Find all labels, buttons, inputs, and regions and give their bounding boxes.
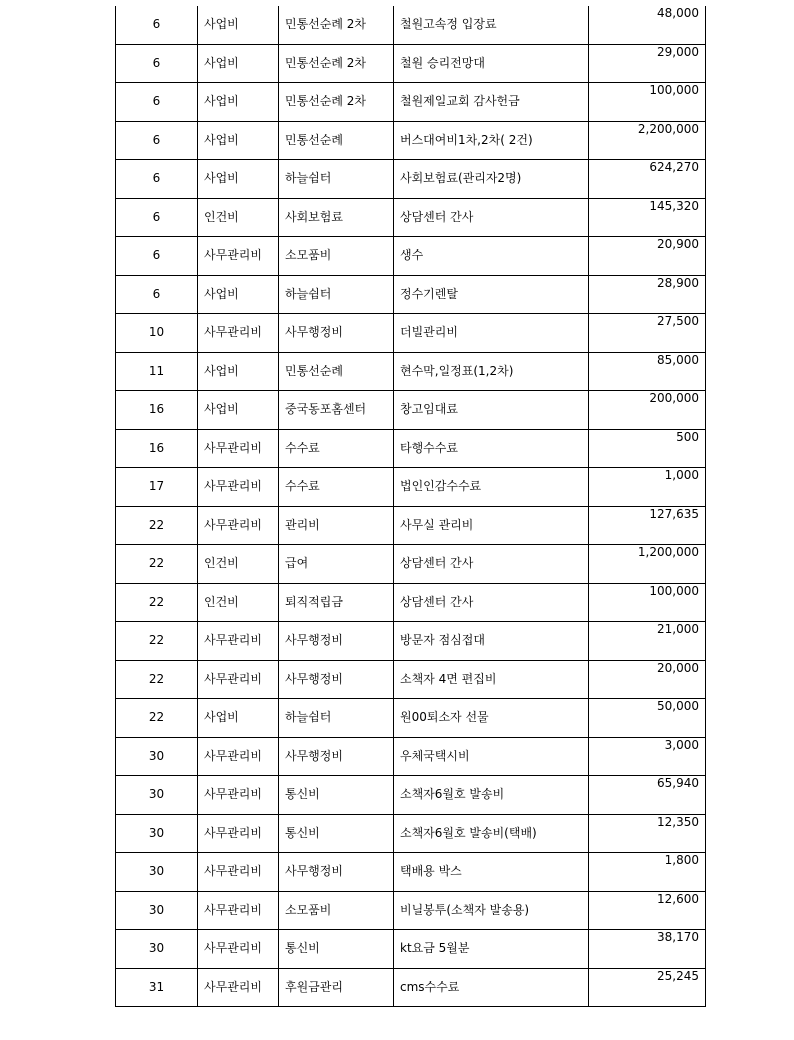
cell-description [394, 44, 589, 83]
cell-amount [589, 468, 706, 507]
cell-item [279, 891, 394, 930]
cell-day-text: 30 [148, 902, 165, 917]
cell-description-text: 버스대여비1차,2차( 2건) [400, 132, 533, 147]
cell-day-text: 22 [148, 556, 165, 570]
cell-description-text: 비닐봉투(소책자 발송용) [400, 902, 530, 917]
cell-category-text: 사업비 [204, 363, 239, 378]
cell-item [279, 506, 394, 545]
cell-day [116, 737, 198, 776]
cell-day-text: 16 [148, 402, 165, 416]
cell-item [279, 198, 394, 237]
cell-amount-text: 500 [676, 429, 699, 444]
cell-item-text: 사무행정비 [285, 671, 343, 686]
cell-day-text: 22 [148, 517, 165, 532]
cell-category-text: 사업비 [204, 132, 239, 147]
cell-category-text: 사무관리비 [204, 748, 262, 763]
cell-item-text: 민통선순례 2차 [285, 94, 367, 108]
expense-ledger-table [115, 6, 706, 1007]
cell-description [394, 622, 589, 661]
cell-category-text: 사무관리비 [204, 517, 262, 532]
table-row [116, 6, 706, 44]
cell-amount-text: 100,000 [649, 83, 699, 97]
cell-description [394, 776, 589, 815]
cell-description-text: 법인인감수수료 [400, 479, 482, 493]
cell-day-text: 17 [148, 479, 165, 493]
table-row [116, 429, 706, 468]
cell-item-text: 소모품비 [285, 902, 332, 917]
cell-item [279, 352, 394, 391]
cell-category [198, 44, 279, 83]
cell-description-text: 상담센터 간사 [400, 556, 474, 570]
cell-description-text: 더빌관리비 [400, 325, 458, 339]
cell-day-text: 6 [152, 286, 161, 301]
cell-amount [589, 699, 706, 738]
cell-description-text: 철원제일교회 감사헌금 [400, 94, 520, 108]
cell-day [116, 853, 198, 892]
cell-amount-text: 28,900 [657, 275, 699, 290]
cell-category [198, 237, 279, 276]
cell-description-text: 정수기렌탈 [400, 286, 458, 301]
cell-category-text: 인건비 [204, 209, 239, 224]
cell-category [198, 930, 279, 969]
cell-day [116, 429, 198, 468]
cell-item [279, 622, 394, 661]
cell-day [116, 891, 198, 930]
cell-item [279, 660, 394, 699]
cell-day [116, 814, 198, 853]
cell-day [116, 44, 198, 83]
cell-description-text: 택배용 박스 [400, 864, 462, 878]
cell-amount [589, 891, 706, 930]
cell-item-text: 사무행정비 [285, 864, 343, 878]
cell-item-text: 하늘쉼터 [285, 286, 332, 301]
cell-item-text: 통신비 [285, 787, 320, 801]
cell-category [198, 545, 279, 584]
table-row [116, 506, 706, 545]
cell-category-text: 사업비 [204, 171, 239, 185]
cell-category-text: 사무관리비 [204, 325, 262, 339]
cell-day-text: 30 [148, 864, 165, 878]
cell-category [198, 583, 279, 622]
cell-amount-text: 20,000 [657, 660, 699, 675]
cell-day [116, 198, 198, 237]
ledger-body [116, 6, 706, 1007]
cell-description [394, 468, 589, 507]
cell-amount-text: 1,200,000 [637, 545, 699, 559]
cell-item [279, 737, 394, 776]
cell-amount [589, 6, 706, 44]
table-row [116, 468, 706, 507]
cell-category [198, 814, 279, 853]
cell-category [198, 699, 279, 738]
cell-item [279, 853, 394, 892]
cell-amount [589, 352, 706, 391]
cell-amount-text: 25,245 [657, 968, 699, 983]
cell-item-text: 후원금관리 [285, 979, 343, 994]
cell-category [198, 352, 279, 391]
cell-amount [589, 737, 706, 776]
cell-item [279, 429, 394, 468]
cell-description [394, 237, 589, 276]
cell-description [394, 314, 589, 353]
cell-description [394, 968, 589, 1007]
cell-item [279, 468, 394, 507]
cell-category-text: 사업비 [204, 710, 239, 724]
cell-description-text: 소책자6월호 발송비 [400, 787, 505, 801]
cell-day-text: 6 [152, 94, 161, 108]
table-row [116, 121, 706, 160]
cell-amount-text: 12,350 [657, 814, 699, 829]
cell-item [279, 314, 394, 353]
cell-amount-text: 65,940 [657, 776, 699, 790]
cell-amount-text: 3,000 [664, 737, 699, 752]
cell-category-text: 인건비 [204, 556, 239, 570]
cell-category-text: 사무관리비 [204, 787, 262, 801]
cell-description-text: cms수수료 [400, 979, 460, 994]
cell-description [394, 583, 589, 622]
cell-description-text: 생수 [400, 248, 424, 262]
cell-item-text: 소모품비 [285, 248, 332, 262]
cell-description-text: 소책자6월호 발송비(택배) [400, 825, 537, 840]
cell-day-text: 6 [152, 171, 161, 185]
cell-category [198, 622, 279, 661]
cell-amount-text: 29,000 [657, 44, 699, 59]
cell-day [116, 699, 198, 738]
cell-day-text: 6 [152, 248, 161, 262]
cell-amount-text: 85,000 [657, 352, 699, 367]
cell-description [394, 853, 589, 892]
cell-item-text: 급여 [285, 556, 309, 570]
cell-category [198, 314, 279, 353]
cell-day [116, 352, 198, 391]
cell-item-text: 사무행정비 [285, 325, 343, 339]
cell-description [394, 891, 589, 930]
cell-amount [589, 545, 706, 584]
cell-category [198, 776, 279, 815]
cell-category [198, 891, 279, 930]
cell-description-text: 현수막,일정표(1,2차) [400, 363, 514, 378]
cell-day [116, 275, 198, 314]
cell-amount [589, 237, 706, 276]
table-row [116, 275, 706, 314]
cell-amount [589, 660, 706, 699]
cell-day [116, 314, 198, 353]
cell-description-text: kt요금 5월분 [400, 941, 470, 955]
cell-day [116, 660, 198, 699]
cell-amount-text: 1,000 [664, 468, 699, 482]
cell-item [279, 237, 394, 276]
cell-amount [589, 930, 706, 969]
cell-item-text: 통신비 [285, 825, 320, 840]
cell-day [116, 160, 198, 199]
cell-category [198, 506, 279, 545]
cell-amount-text: 2,200,000 [637, 121, 699, 136]
cell-item-text: 수수료 [285, 479, 320, 493]
cell-item [279, 6, 394, 44]
table-row [116, 44, 706, 83]
table-row [116, 198, 706, 237]
cell-day-text: 6 [152, 55, 161, 70]
cell-description-text: 소책자 4면 편집비 [400, 671, 497, 686]
cell-description [394, 121, 589, 160]
cell-item-text: 민통선순례 2차 [285, 17, 367, 31]
table-row [116, 776, 706, 815]
cell-category-text: 사업비 [204, 286, 239, 301]
cell-item-text: 사회보험료 [285, 209, 343, 224]
cell-item-text: 통신비 [285, 941, 320, 955]
cell-description [394, 660, 589, 699]
cell-item [279, 699, 394, 738]
cell-day [116, 776, 198, 815]
cell-day [116, 468, 198, 507]
table-row [116, 699, 706, 738]
table-row [116, 160, 706, 199]
cell-day-text: 30 [148, 941, 165, 955]
cell-item [279, 121, 394, 160]
cell-description [394, 83, 589, 122]
cell-item [279, 583, 394, 622]
cell-amount-text: 27,500 [657, 314, 699, 328]
cell-amount [589, 583, 706, 622]
cell-amount-text: 145,320 [649, 198, 699, 213]
cell-category-text: 사무관리비 [204, 440, 262, 455]
cell-amount [589, 198, 706, 237]
cell-item [279, 968, 394, 1007]
cell-description-text: 방문자 점심접대 [400, 633, 485, 647]
cell-item [279, 814, 394, 853]
cell-description [394, 391, 589, 430]
cell-day-text: 22 [148, 633, 165, 647]
table-row [116, 622, 706, 661]
table-row [116, 352, 706, 391]
cell-description [394, 506, 589, 545]
cell-description-text: 우체국택시비 [400, 748, 470, 763]
cell-day [116, 6, 198, 44]
cell-day [116, 506, 198, 545]
cell-amount-text: 127,635 [649, 506, 699, 521]
table-row [116, 930, 706, 969]
cell-category-text: 사무관리비 [204, 864, 262, 878]
cell-amount [589, 429, 706, 468]
table-row [116, 660, 706, 699]
cell-category-text: 인건비 [204, 594, 239, 609]
table-row [116, 737, 706, 776]
cell-category-text: 사업비 [204, 55, 239, 70]
cell-description [394, 198, 589, 237]
cell-category [198, 83, 279, 122]
cell-amount [589, 506, 706, 545]
table-row [116, 968, 706, 1007]
cell-category [198, 160, 279, 199]
cell-category [198, 429, 279, 468]
cell-amount [589, 622, 706, 661]
table-row [116, 583, 706, 622]
cell-day [116, 583, 198, 622]
cell-amount [589, 853, 706, 892]
cell-amount [589, 160, 706, 199]
cell-category [198, 968, 279, 1007]
cell-category-text: 사업비 [204, 94, 239, 108]
cell-amount-text: 100,000 [649, 583, 699, 598]
cell-description [394, 429, 589, 468]
cell-item-text: 민통선순례 [285, 363, 343, 378]
cell-amount-text: 200,000 [649, 391, 699, 405]
cell-day [116, 121, 198, 160]
cell-description-text: 타행수수료 [400, 440, 458, 455]
cell-description-text: 철원 승리전망대 [400, 55, 485, 70]
cell-item [279, 275, 394, 314]
cell-description-text: 철원고속정 입장료 [400, 17, 497, 31]
cell-category-text: 사업비 [204, 402, 239, 416]
cell-amount-text: 624,270 [649, 160, 699, 174]
cell-description-text: 창고임대료 [400, 402, 458, 416]
cell-item-text: 민통선순례 [285, 132, 343, 147]
cell-item-text: 하늘쉼터 [285, 710, 332, 724]
cell-item-text: 하늘쉼터 [285, 171, 332, 185]
table-row [116, 853, 706, 892]
cell-item-text: 퇴직적립금 [285, 594, 343, 609]
cell-amount-text: 38,170 [657, 930, 699, 944]
table-row [116, 891, 706, 930]
cell-description [394, 930, 589, 969]
cell-category [198, 6, 279, 44]
cell-amount-text: 1,800 [664, 853, 699, 867]
cell-category-text: 사무관리비 [204, 979, 262, 994]
cell-category [198, 853, 279, 892]
cell-description [394, 545, 589, 584]
cell-description [394, 737, 589, 776]
table-row [116, 237, 706, 276]
cell-day-text: 22 [148, 671, 165, 686]
table-row [116, 83, 706, 122]
cell-day-text: 11 [148, 363, 165, 378]
cell-item-text: 중국동포홈센터 [285, 402, 367, 416]
cell-category-text: 사무관리비 [204, 671, 262, 686]
cell-day [116, 237, 198, 276]
cell-item-text: 수수료 [285, 440, 320, 455]
cell-item-text: 민통선순례 2차 [285, 55, 367, 70]
cell-amount [589, 121, 706, 160]
cell-amount [589, 814, 706, 853]
cell-day-text: 30 [148, 748, 165, 763]
cell-description-text: 상담센터 간사 [400, 209, 474, 224]
cell-category-text: 사무관리비 [204, 248, 262, 262]
cell-amount [589, 314, 706, 353]
cell-amount-text: 21,000 [657, 622, 699, 636]
cell-description [394, 6, 589, 44]
cell-item-text: 사무행정비 [285, 748, 343, 763]
cell-item-text: 사무행정비 [285, 633, 343, 647]
cell-category [198, 275, 279, 314]
cell-description [394, 275, 589, 314]
cell-amount [589, 391, 706, 430]
cell-amount-text: 48,000 [657, 6, 699, 20]
cell-item [279, 545, 394, 584]
cell-category-text: 사무관리비 [204, 941, 262, 955]
cell-description [394, 352, 589, 391]
cell-day-text: 31 [148, 979, 165, 994]
cell-day [116, 391, 198, 430]
cell-amount [589, 275, 706, 314]
cell-day-text: 6 [152, 17, 161, 31]
cell-category [198, 468, 279, 507]
cell-day [116, 545, 198, 584]
cell-day-text: 10 [148, 325, 165, 339]
cell-day-text: 22 [148, 594, 165, 609]
cell-category-text: 사무관리비 [204, 479, 262, 493]
cell-description-text: 상담센터 간사 [400, 594, 474, 609]
cell-day [116, 83, 198, 122]
cell-description-text: 원00퇴소자 선물 [400, 710, 489, 724]
cell-item [279, 83, 394, 122]
cell-category [198, 121, 279, 160]
cell-amount-text: 20,900 [657, 237, 699, 251]
cell-description-text: 사회보험료(관리자2명) [400, 171, 522, 185]
cell-category-text: 사업비 [204, 17, 239, 31]
cell-day-text: 6 [152, 209, 161, 224]
cell-description [394, 814, 589, 853]
cell-category [198, 391, 279, 430]
table-row [116, 814, 706, 853]
table-row [116, 314, 706, 353]
cell-day-text: 30 [148, 825, 165, 840]
cell-item [279, 44, 394, 83]
table-row [116, 545, 706, 584]
cell-description [394, 699, 589, 738]
table-row [116, 391, 706, 430]
cell-item [279, 930, 394, 969]
cell-item-text: 관리비 [285, 517, 320, 532]
cell-day-text: 6 [152, 132, 161, 147]
cell-category [198, 737, 279, 776]
cell-category [198, 660, 279, 699]
cell-day [116, 930, 198, 969]
cell-amount [589, 776, 706, 815]
cell-day-text: 30 [148, 787, 165, 801]
cell-amount-text: 50,000 [657, 699, 699, 713]
cell-amount [589, 44, 706, 83]
cell-day [116, 622, 198, 661]
cell-day-text: 22 [148, 710, 165, 724]
cell-item [279, 160, 394, 199]
cell-description [394, 160, 589, 199]
cell-category-text: 사무관리비 [204, 825, 262, 840]
cell-day-text: 16 [148, 440, 165, 455]
cell-amount [589, 968, 706, 1007]
cell-item [279, 391, 394, 430]
cell-category-text: 사무관리비 [204, 633, 262, 647]
cell-item [279, 776, 394, 815]
cell-description-text: 사무실 관리비 [400, 517, 474, 532]
cell-amount-text: 12,600 [657, 891, 699, 906]
cell-day [116, 968, 198, 1007]
cell-category-text: 사무관리비 [204, 902, 262, 917]
cell-amount [589, 83, 706, 122]
cell-category [198, 198, 279, 237]
